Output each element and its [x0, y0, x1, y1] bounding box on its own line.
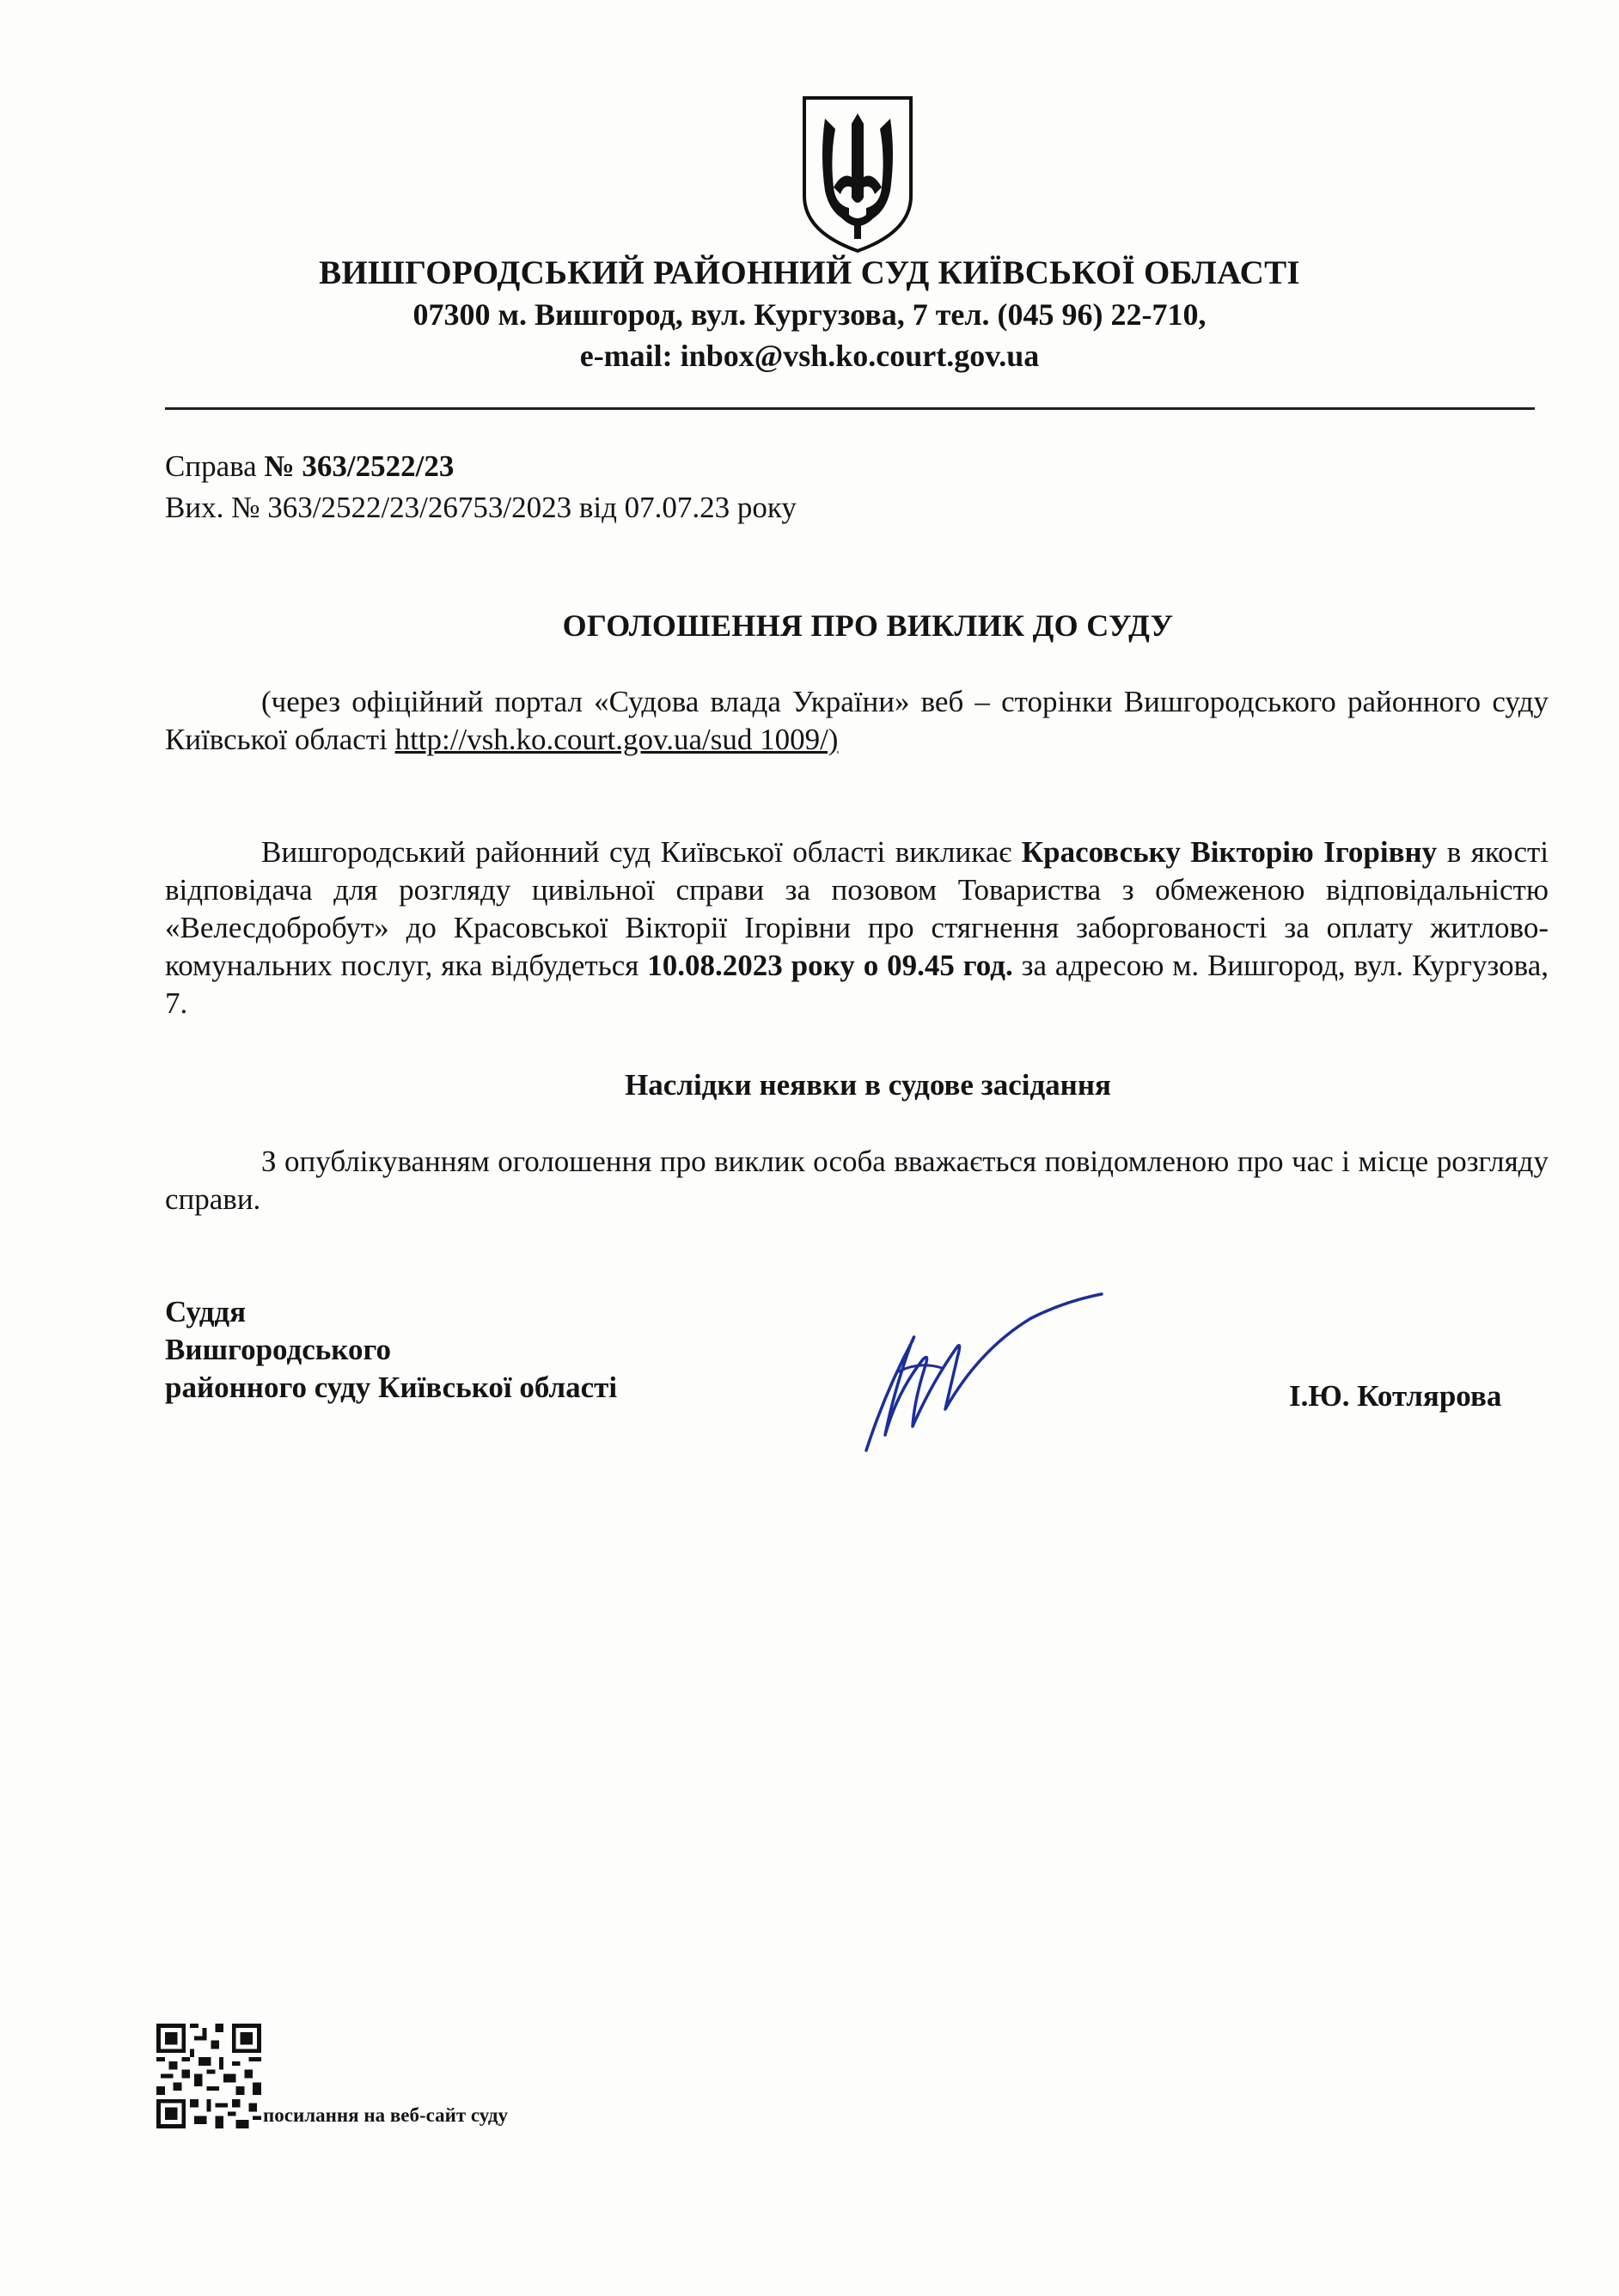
judge-role-line-2: Вишгородського — [165, 1333, 392, 1366]
publication-note-text: (через офіційний портал «Судова влада України» веб – сторінки Вишгородського районного суду Київської області — [165, 685, 1549, 756]
court-website-link[interactable]: http://vsh.ko.court.gov.ua/sud 1009/) — [394, 723, 839, 756]
case-label: Справа — [165, 449, 265, 483]
hearing-datetime: 10.08.2023 року о 09.45 год. — [647, 949, 1013, 982]
consequences-heading: Наслідки неявки в судове засідання — [625, 1068, 1111, 1102]
summons-paragraph — [165, 834, 1549, 1023]
judge-name: І.Ю. Котлярова — [1289, 1379, 1502, 1413]
judge-role-line-1: Суддя — [165, 1295, 247, 1328]
summons-text-2: в якості відповідача для розгляду цивільної справи за позовом Товариства з обмеженою відповідальністю «Велесдобробут» до Красовської Вікторії Ігорівни про стягнення заборгованості за оплату житлово-комунальних послуг, яка відбудеться — [165, 835, 1549, 982]
header-divider — [165, 407, 1535, 410]
handwritten-signature — [859, 1289, 1117, 1469]
court-email: e-mail: inbox@vsh.ko.court.gov.ua — [579, 339, 1040, 373]
consequences-paragraph — [165, 1143, 1549, 1218]
publication-note — [165, 683, 1549, 759]
case-reference — [165, 449, 454, 484]
qr-code-icon — [156, 2024, 261, 2128]
judge-title — [165, 1293, 617, 1407]
trident-emblem-icon — [799, 95, 916, 254]
court-address: 07300 м. Вишгород, вул. Кургузова, 7 тел. (045 96) 22-710, — [412, 297, 1207, 332]
summons-text-1: Вишгородський районний суд Київської області викликає — [261, 835, 1022, 869]
document-title: ОГОЛОШЕННЯ ПРО ВИКЛИК ДО СУДУ — [562, 608, 1174, 643]
case-number: № 363/2522/23 — [264, 449, 455, 483]
consequences-text: З опублікуванням оголошення про виклик особа вважається повідомленою про час і місце розгляду справи. — [165, 1145, 1549, 1216]
court-name: ВИШГОРОДСЬКИЙ РАЙОННИЙ СУД КИЇВСЬКОЇ ОБЛАСТІ — [319, 254, 1300, 291]
outgoing-reference: Вих. № 363/2522/23/26753/2023 від 07.07.23 року — [165, 491, 797, 524]
judge-role-line-3: районного суду Київської області — [165, 1371, 618, 1404]
summons-text-3: за адресою м. Вишгород, вул. Кургузова, 7. — [165, 949, 1549, 1020]
defendant-name: Красовську Вікторію Ігорівну — [1021, 835, 1438, 869]
qr-caption: посилання на веб-сайт суду — [263, 2104, 508, 2126]
